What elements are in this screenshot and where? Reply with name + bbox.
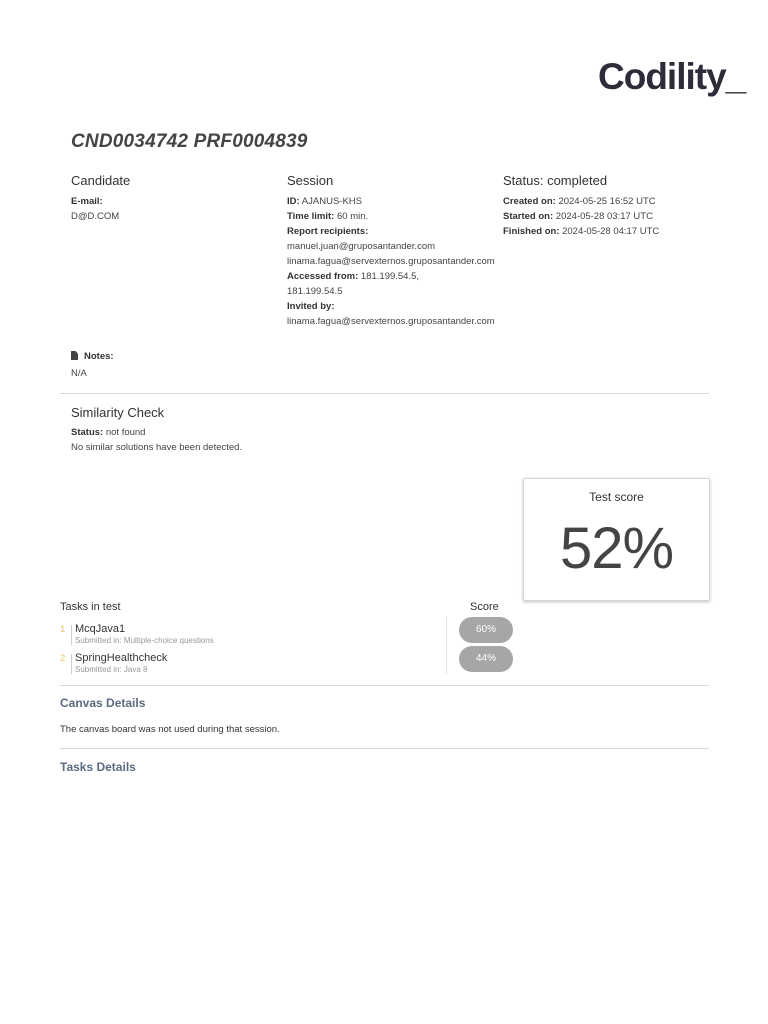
status-heading: Status: completed	[503, 173, 608, 188]
started-on: 2024-05-28 03:17 UTC	[555, 211, 653, 222]
task-submitted-in: Submitted in: Multiple-choice questions	[75, 636, 214, 645]
session-id: AJANUS-KHS	[301, 196, 362, 207]
notes-label: Notes:	[84, 351, 114, 362]
started-label: Started on:	[503, 211, 554, 222]
session-heading: Session	[287, 173, 334, 188]
tasks-details-heading: Tasks Details	[60, 760, 136, 774]
candidate-heading: Candidate	[71, 173, 131, 188]
similarity-note: No similar solutions have been detected.	[71, 442, 243, 453]
tasks-in-test-heading: Tasks in test	[60, 601, 121, 613]
session-info	[287, 194, 495, 329]
notes-label-row	[71, 351, 114, 362]
status-info	[503, 194, 659, 239]
accessed-from: 181.199.54.5,	[360, 271, 420, 282]
invited-by-label: Invited by:	[287, 301, 335, 312]
task-score-badge: 60%	[459, 617, 513, 643]
divider	[60, 393, 709, 394]
finished-on: 2024-05-28 04:17 UTC	[562, 226, 660, 237]
task-separator	[71, 654, 72, 674]
similarity-status	[71, 427, 145, 438]
accessed-from-continued: 181.199.54.5	[287, 286, 343, 297]
time-limit: 60 min.	[336, 211, 369, 222]
candidate-info	[71, 194, 119, 224]
time-limit-label: Time limit:	[287, 211, 335, 222]
similarity-status-value: not found	[105, 427, 146, 438]
canvas-note: The canvas board was not used during that session.	[60, 724, 280, 735]
codility-logo: Codility_	[598, 56, 746, 97]
divider	[60, 748, 709, 749]
task-number: 2	[60, 653, 66, 664]
finished-label: Finished on:	[503, 226, 560, 237]
document-icon	[71, 351, 78, 360]
test-score-label: Test score	[589, 490, 644, 504]
score-heading: Score	[470, 601, 499, 613]
created-label: Created on:	[503, 196, 556, 207]
report-recipients-label: Report recipients:	[287, 226, 369, 237]
session-id-label: ID:	[287, 196, 300, 207]
report-title: CND0034742 PRF0004839	[71, 131, 308, 152]
task-separator	[71, 625, 72, 645]
task-name[interactable]: McqJava1	[75, 623, 126, 635]
task-name[interactable]: SpringHealthcheck	[75, 652, 168, 664]
canvas-details-heading: Canvas Details	[60, 696, 146, 710]
report-recipient: linama.fagua@servexternos.gruposantander.com	[287, 256, 495, 267]
invited-by: linama.fagua@servexternos.gruposantander.com	[287, 316, 495, 327]
test-score-card	[523, 478, 710, 601]
task-score-badge: 44%	[459, 646, 513, 672]
divider	[60, 685, 709, 686]
task-submitted-in: Submitted in: Java 8	[75, 665, 148, 674]
email-label: E-mail:	[71, 196, 103, 207]
task-number: 1	[60, 624, 66, 635]
notes-value: N/A	[71, 368, 87, 379]
task-row[interactable]	[60, 652, 460, 678]
report-recipient: manuel.juan@gruposantander.com	[287, 241, 436, 252]
accessed-from-label: Accessed from:	[287, 271, 359, 282]
created-on: 2024-05-25 16:52 UTC	[558, 196, 656, 207]
similarity-status-label: Status:	[71, 427, 104, 438]
candidate-email: D@D.COM	[71, 211, 120, 222]
task-row[interactable]	[60, 623, 460, 649]
test-score-value: 52%	[559, 516, 674, 581]
similarity-heading: Similarity Check	[71, 405, 165, 420]
